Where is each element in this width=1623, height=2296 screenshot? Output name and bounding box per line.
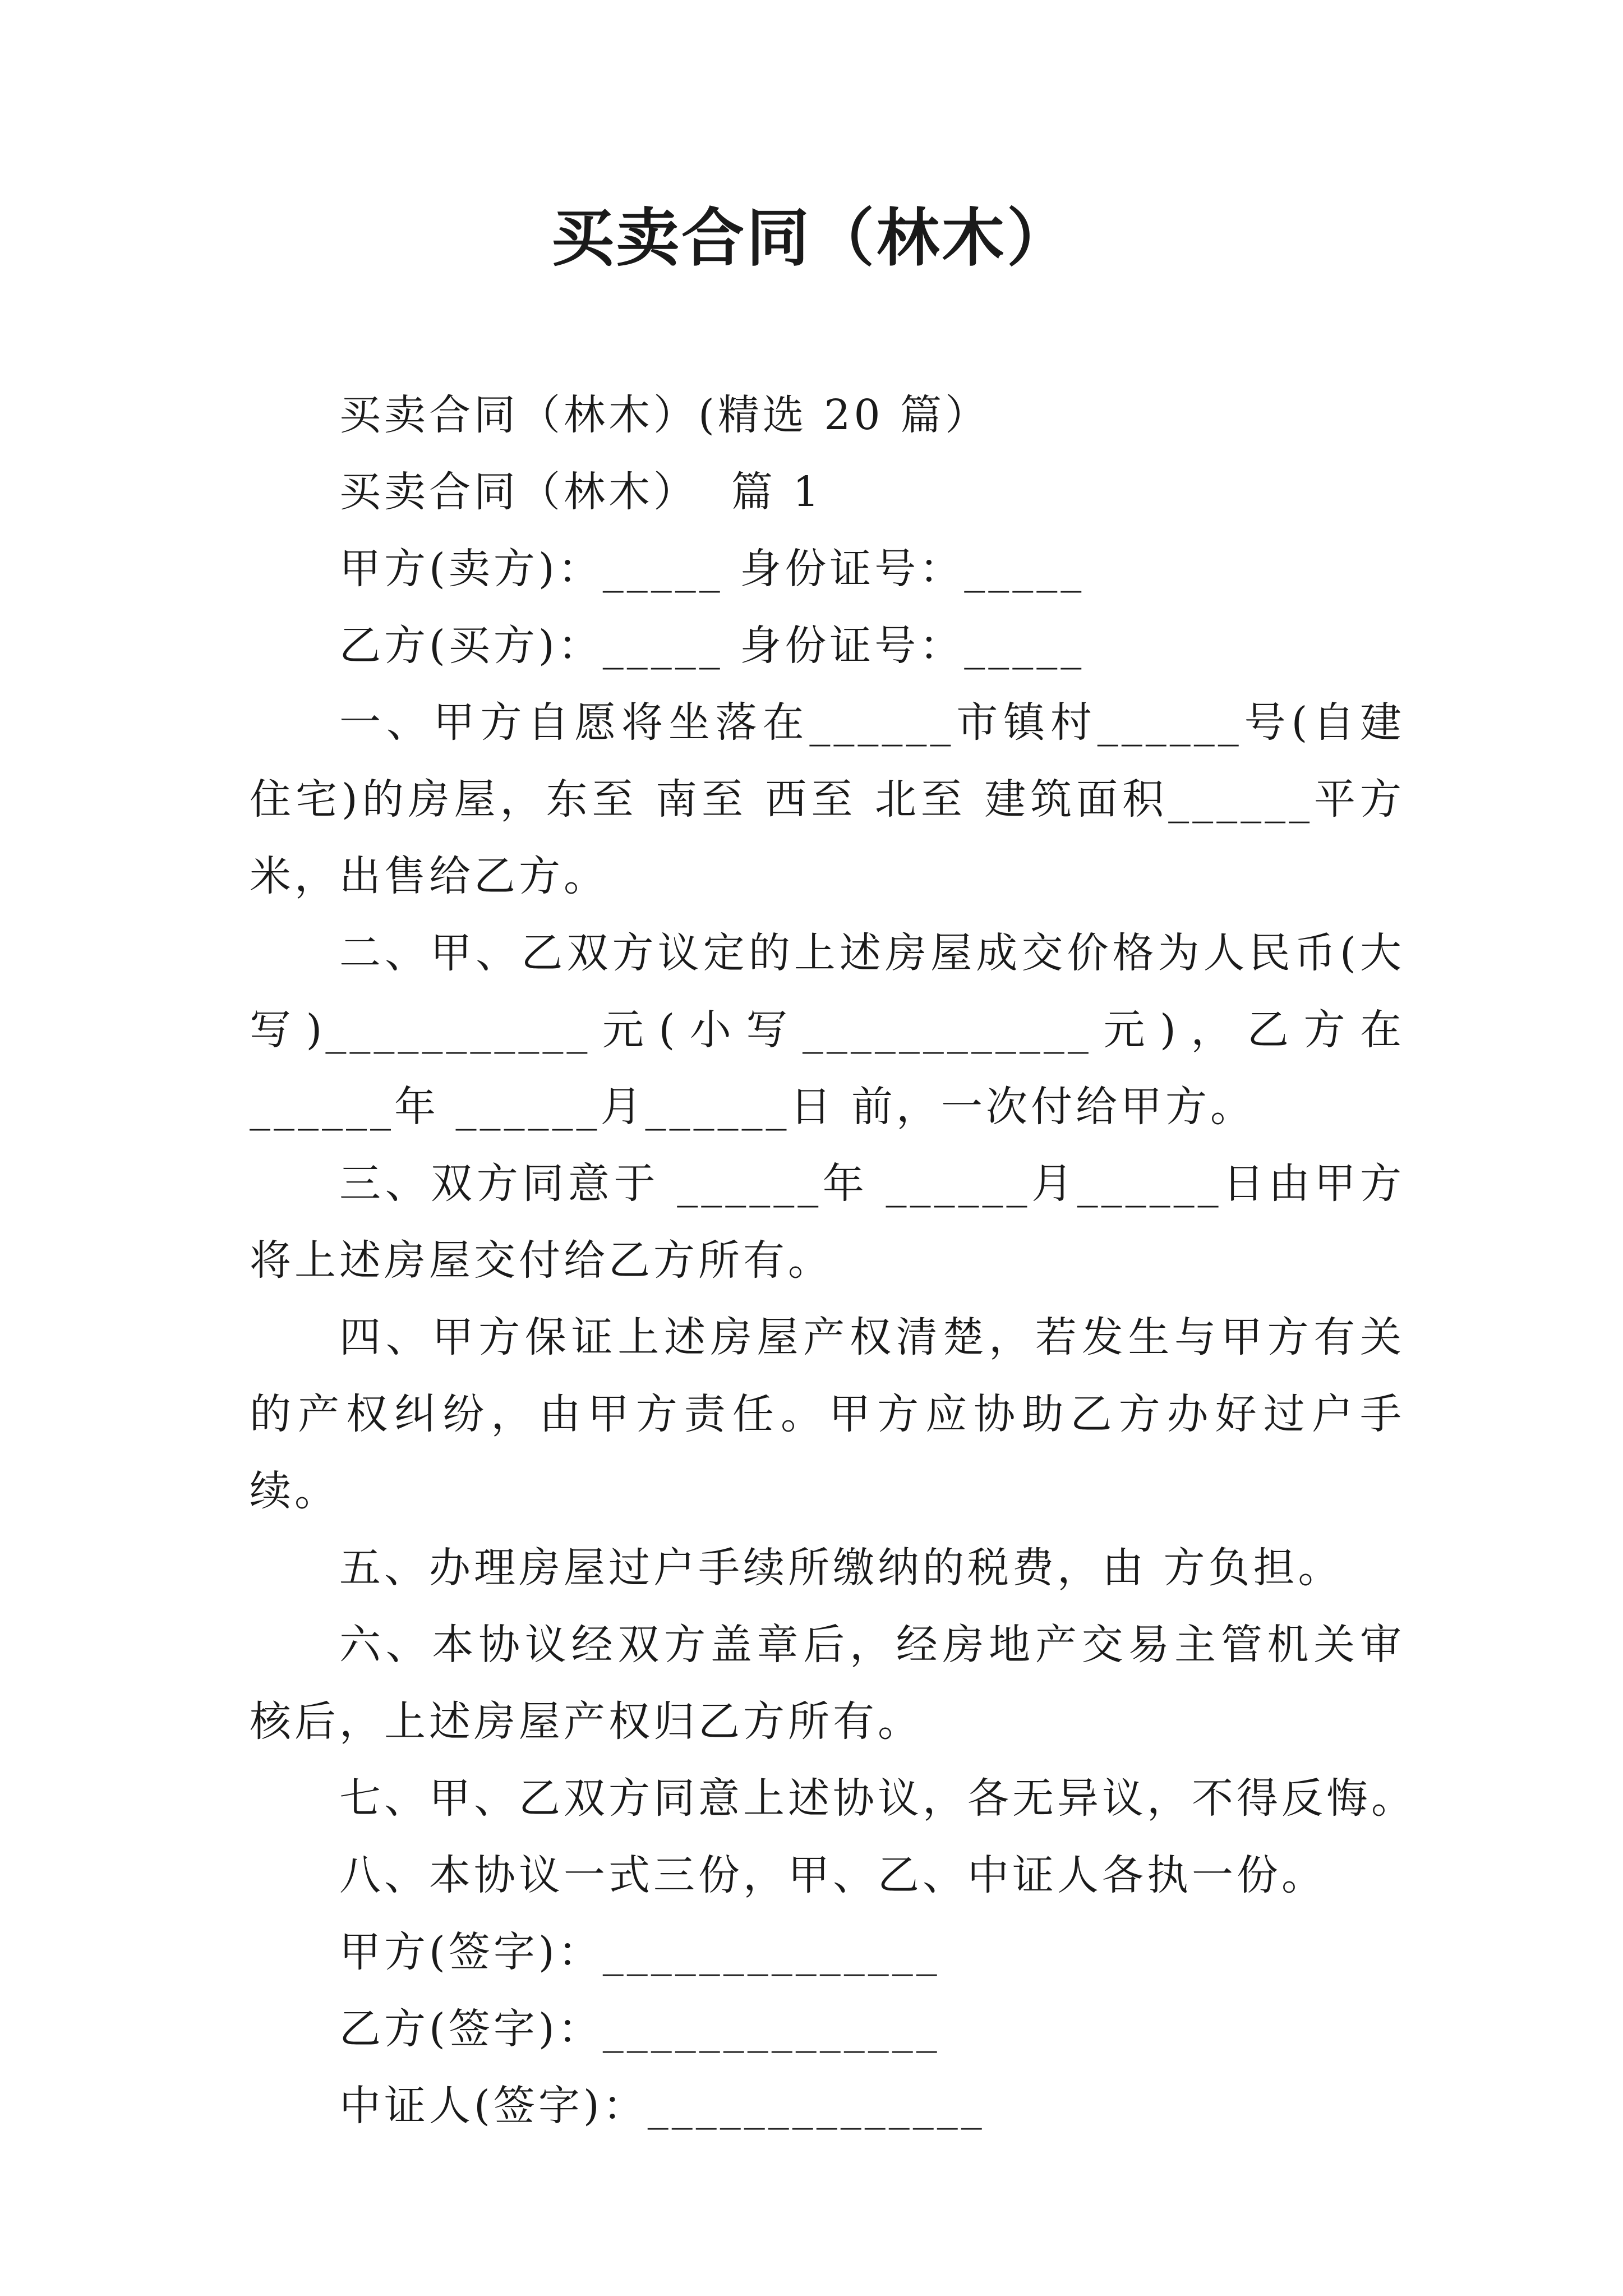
signature-party-b: 乙方(签字)：______________ xyxy=(339,2005,940,2053)
clause-2: 二、甲、乙双方议定的上述房屋成交价格为人民币(大写)___________元(小写____________元)，乙方在 ______年 ______月______日 前，一次付给甲方。 xyxy=(250,929,1405,1131)
clause-4: 四、甲方保证上述房屋产权清楚，若发生与甲方有关的产权纠纷，由甲方责任。甲方应协助乙方办好过户手续。 xyxy=(250,1313,1405,1515)
signature-party-a: 甲方(签字)：______________ xyxy=(339,1928,940,1976)
party-a-line: 甲方(卖方)：_____ 身份证号：_____ xyxy=(339,545,1085,593)
clause-6: 六、本协议经双方盖章后，经房地产交易主管机关审核后，上述房屋产权归乙方所有。 xyxy=(250,1621,1405,1746)
document-subtitle: 买卖合同（林木）(精选 20 篇） xyxy=(339,391,990,439)
document-title: 买卖合同（林木） xyxy=(551,201,1072,275)
clause-7: 七、甲、乙双方同意上述协议，各无异议，不得反悔。 xyxy=(339,1774,1416,1823)
clause-3: 三、双方同意于 ______年 ______月______日由甲方将上述房屋交付给乙方所有。 xyxy=(250,1159,1405,1285)
party-b-line: 乙方(买方)：_____ 身份证号：_____ xyxy=(339,622,1085,670)
document-body xyxy=(250,377,1416,2145)
clause-1: 一、甲方自愿将坐落在______市镇村______号(自建住宅)的房屋，东至 南至 西至 北至 建筑面积______平方米，出售给乙方。 xyxy=(250,698,1405,900)
clause-8: 八、本协议一式三份，甲、乙、中证人各执一份。 xyxy=(339,1851,1326,1899)
clause-5: 五、办理房屋过户手续所缴纳的税费，由 方负担。 xyxy=(339,1544,1343,1592)
section-heading: 买卖合同（林木） 篇 1 xyxy=(339,468,823,516)
signature-witness: 中证人(签字)：______________ xyxy=(339,2082,985,2130)
